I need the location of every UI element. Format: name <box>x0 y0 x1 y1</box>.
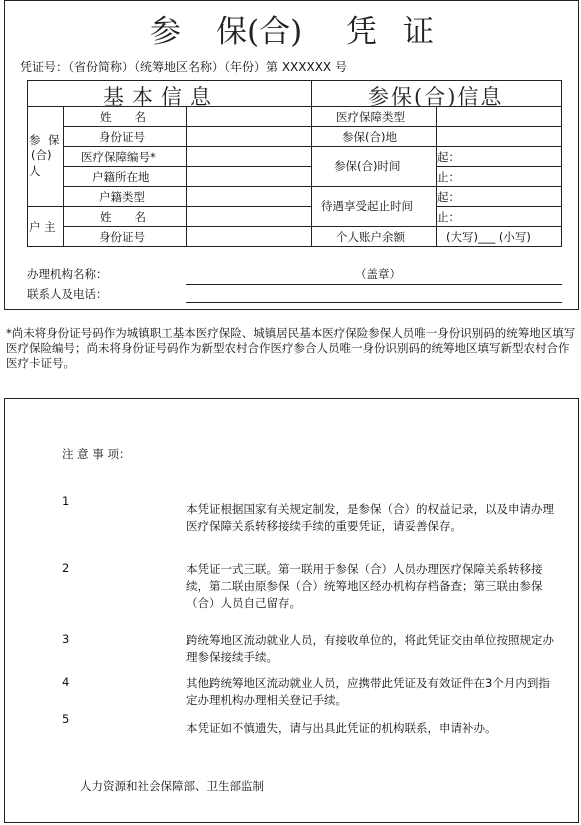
note-text-1: 本凭证根据国家有关规定制发，是参保（合）的权益记录，以及申请办理医疗保障关系转移接续手续的重要凭证，请妥善保存。 <box>186 502 554 533</box>
medical-security-no-label: 医疗保障编号* <box>81 150 156 164</box>
insured-group-label-2: 保 <box>48 133 60 147</box>
note-number-4: 4 <box>62 675 70 689</box>
insured-time-end: 止： <box>437 170 460 184</box>
contact-label: 联系人及电话： <box>27 287 108 301</box>
insured-info-header: 参保(合)信息 <box>368 85 504 109</box>
insured-place-label: 参保(合)地 <box>342 130 397 144</box>
account-balance-label: 个人账户余额 <box>336 230 405 244</box>
insured-time-start: 起： <box>437 150 460 164</box>
insured-group-label-1: 参 <box>29 133 41 147</box>
id-number-label: 身份证号 <box>99 130 145 144</box>
head-id-number-label: 身份证号 <box>99 230 145 244</box>
note-text-2: 本凭证一式三联。第一联用于参保（合）人员办理医疗保障关系转移接续，第二联由原参保（合）统筹地区经办机构存档备查；第三联由参保（合）人员自己留存。 <box>186 562 543 610</box>
benefit-period-end: 止： <box>437 210 460 224</box>
note-number-2: 2 <box>62 561 70 575</box>
insured-group-label-3: (合) <box>31 148 52 162</box>
contact-line <box>186 302 562 303</box>
insurance-type-label: 医疗保障类型 <box>336 110 405 124</box>
insured-group-label-4: 人 <box>29 164 41 178</box>
name-label: 姓 名 <box>100 110 146 124</box>
title-char-1: 参 <box>150 14 181 50</box>
note-text-4: 其他跨统筹地区流动就业人员，应携带此凭证及有效证件在3个月内到指定办理机构办理相关登记手续。 <box>186 676 550 707</box>
title-char-2: 保(合) <box>216 14 303 50</box>
household-type-label: 户籍类型 <box>99 190 145 204</box>
household-head-label: 户 主 <box>29 220 56 234</box>
footnote: *尚未将身份证号码作为城镇职工基本医疗保险、城镇居民基本医疗保险参保人员唯一身份识别码的统筹地区填写医疗保险编号；尚未将身份证号码作为新型农村合作医疗参合人员唯一身份识别码的统筹地区填写新型农村合作医疗卡证号。 <box>6 326 576 370</box>
note-text-3: 跨统筹地区流动就业人员，有接收单位的，将此凭证交由单位按照规定办理参保接续手续。 <box>186 633 554 664</box>
title-char-3: 凭 <box>346 14 377 50</box>
seal-label: （盖章） <box>355 267 401 281</box>
certificate-number: 凭证号：（省份简称）（统筹地区名称）（年份）第 XXXXXX 号 <box>20 60 347 74</box>
supervisor-label: 人力资源和社会保障部、卫生部监制 <box>80 779 264 793</box>
notes-title: 注 意 事 项： <box>62 447 131 461</box>
head-name-label: 姓 名 <box>100 210 146 224</box>
agency-name-line <box>186 284 562 285</box>
page-title <box>0 6 581 50</box>
agency-name-label: 办理机构名称： <box>27 267 108 281</box>
benefit-period-start: 起： <box>437 190 460 204</box>
insured-time-label: 参保(合)时间 <box>334 159 401 173</box>
note-number-1: 1 <box>62 494 70 508</box>
note-number-3: 3 <box>62 632 70 646</box>
note-text-5: 本凭证如不慎遗失，请与出具此凭证的机构联系，申请补办。 <box>186 721 497 735</box>
household-registration-place-label: 户籍所在地 <box>92 170 150 184</box>
note-number-5: 5 <box>62 712 70 726</box>
benefit-period-label: 待遇享受起止时间 <box>321 199 413 213</box>
basic-info-header: 基本信息 <box>103 85 219 109</box>
title-char-4: 证 <box>403 14 434 50</box>
account-balance-value: (大写)___ (小写) <box>446 230 531 244</box>
